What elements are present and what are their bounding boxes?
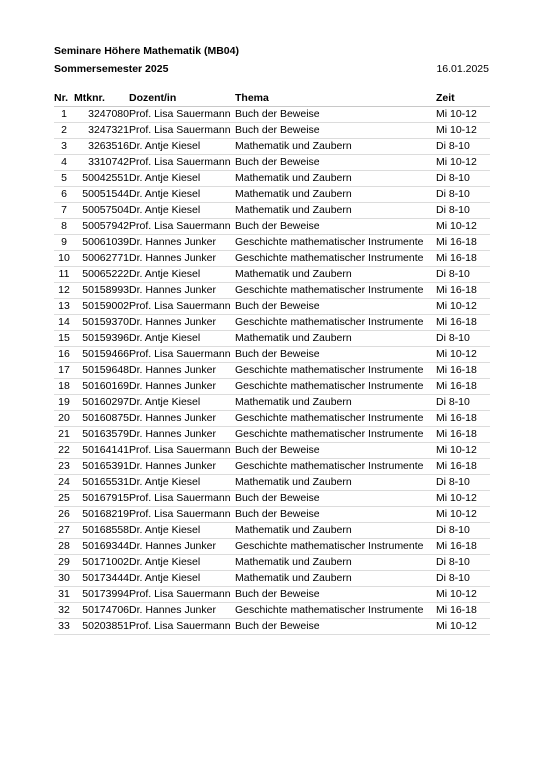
table-row xyxy=(54,187,490,203)
cell-zeit: Di 8-10 xyxy=(436,475,490,491)
cell-nr: 22 xyxy=(54,443,74,459)
cell-mtknr: 50173444 xyxy=(74,571,129,587)
table-row xyxy=(54,459,490,475)
cell-nr: 9 xyxy=(54,235,74,251)
column-header-mtknr: Mtknr. xyxy=(74,91,129,107)
table-row xyxy=(54,427,490,443)
cell-zeit: Di 8-10 xyxy=(436,395,490,411)
table-row xyxy=(54,155,490,171)
cell-mtknr: 50163579 xyxy=(74,427,129,443)
table-row xyxy=(54,283,490,299)
cell-mtknr: 50062771 xyxy=(74,251,129,267)
cell-zeit: Mi 10-12 xyxy=(436,443,490,459)
cell-thema: Mathematik und Zaubern xyxy=(235,203,436,219)
column-header-nr: Nr. xyxy=(54,91,74,107)
cell-mtknr: 50160875 xyxy=(74,411,129,427)
cell-thema: Buch der Beweise xyxy=(235,491,436,507)
cell-thema: Buch der Beweise xyxy=(235,619,436,635)
cell-dozent: Dr. Hannes Junker xyxy=(129,427,235,443)
cell-zeit: Mi 10-12 xyxy=(436,123,490,139)
cell-nr: 32 xyxy=(54,603,74,619)
cell-nr: 15 xyxy=(54,331,74,347)
cell-mtknr: 50169344 xyxy=(74,539,129,555)
cell-dozent: Dr. Antje Kiesel xyxy=(129,395,235,411)
table-row xyxy=(54,251,490,267)
table-row xyxy=(54,331,490,347)
cell-mtknr: 50171002 xyxy=(74,555,129,571)
table-row xyxy=(54,171,490,187)
cell-nr: 28 xyxy=(54,539,74,555)
cell-mtknr: 50159370 xyxy=(74,315,129,331)
cell-mtknr: 50042551 xyxy=(74,171,129,187)
cell-nr: 33 xyxy=(54,619,74,635)
cell-thema: Mathematik und Zaubern xyxy=(235,267,436,283)
cell-mtknr: 3247321 xyxy=(74,123,129,139)
cell-nr: 20 xyxy=(54,411,74,427)
table-row xyxy=(54,523,490,539)
cell-dozent: Prof. Lisa Sauermann xyxy=(129,619,235,635)
cell-thema: Mathematik und Zaubern xyxy=(235,331,436,347)
cell-mtknr: 50165391 xyxy=(74,459,129,475)
cell-mtknr: 50057942 xyxy=(74,219,129,235)
cell-zeit: Di 8-10 xyxy=(436,555,490,571)
cell-zeit: Di 8-10 xyxy=(436,203,490,219)
cell-dozent: Dr. Antje Kiesel xyxy=(129,571,235,587)
table-row xyxy=(54,619,490,635)
cell-thema: Buch der Beweise xyxy=(235,123,436,139)
cell-mtknr: 50159466 xyxy=(74,347,129,363)
cell-mtknr: 50158993 xyxy=(74,283,129,299)
table-row xyxy=(54,139,490,155)
cell-zeit: Mi 16-18 xyxy=(436,539,490,555)
cell-dozent: Dr. Hannes Junker xyxy=(129,283,235,299)
cell-zeit: Mi 10-12 xyxy=(436,107,490,123)
table-row xyxy=(54,235,490,251)
cell-nr: 27 xyxy=(54,523,74,539)
cell-nr: 6 xyxy=(54,187,74,203)
cell-mtknr: 50065222 xyxy=(74,267,129,283)
cell-zeit: Mi 16-18 xyxy=(436,235,490,251)
cell-nr: 11 xyxy=(54,267,74,283)
table-row xyxy=(54,603,490,619)
cell-dozent: Prof. Lisa Sauermann xyxy=(129,507,235,523)
cell-zeit: Mi 16-18 xyxy=(436,603,490,619)
document-date: 16.01.2025 xyxy=(436,63,489,75)
cell-nr: 18 xyxy=(54,379,74,395)
cell-mtknr: 50165531 xyxy=(74,475,129,491)
table-row xyxy=(54,443,490,459)
cell-nr: 23 xyxy=(54,459,74,475)
table-row xyxy=(54,491,490,507)
cell-zeit: Mi 16-18 xyxy=(436,411,490,427)
table-row xyxy=(54,299,490,315)
cell-mtknr: 50051544 xyxy=(74,187,129,203)
cell-thema: Geschichte mathematischer Instrumente xyxy=(235,427,436,443)
cell-thema: Buch der Beweise xyxy=(235,347,436,363)
cell-dozent: Dr. Antje Kiesel xyxy=(129,267,235,283)
cell-dozent: Dr. Hannes Junker xyxy=(129,539,235,555)
table-body xyxy=(54,107,490,635)
cell-nr: 30 xyxy=(54,571,74,587)
cell-dozent: Dr. Hannes Junker xyxy=(129,315,235,331)
cell-zeit: Di 8-10 xyxy=(436,187,490,203)
cell-dozent: Dr. Hannes Junker xyxy=(129,411,235,427)
semester-label: Sommersemester 2025 xyxy=(54,63,169,75)
cell-dozent: Dr. Antje Kiesel xyxy=(129,475,235,491)
cell-dozent: Prof. Lisa Sauermann xyxy=(129,123,235,139)
table-header xyxy=(54,91,490,107)
table-row xyxy=(54,571,490,587)
document-title: Seminare Höhere Mathematik (MB04) xyxy=(54,45,239,57)
cell-mtknr: 50159002 xyxy=(74,299,129,315)
cell-mtknr: 3310742 xyxy=(74,155,129,171)
cell-thema: Geschichte mathematischer Instrumente xyxy=(235,235,436,251)
cell-nr: 17 xyxy=(54,363,74,379)
cell-thema: Geschichte mathematischer Instrumente xyxy=(235,379,436,395)
cell-zeit: Mi 10-12 xyxy=(436,491,490,507)
cell-thema: Geschichte mathematischer Instrumente xyxy=(235,283,436,299)
cell-dozent: Prof. Lisa Sauermann xyxy=(129,155,235,171)
cell-zeit: Mi 16-18 xyxy=(436,379,490,395)
column-header-dozent: Dozent/in xyxy=(129,91,235,107)
cell-thema: Geschichte mathematischer Instrumente xyxy=(235,539,436,555)
cell-dozent: Prof. Lisa Sauermann xyxy=(129,219,235,235)
cell-mtknr: 50159396 xyxy=(74,331,129,347)
table-row xyxy=(54,107,490,123)
cell-dozent: Prof. Lisa Sauermann xyxy=(129,491,235,507)
cell-dozent: Dr. Antje Kiesel xyxy=(129,187,235,203)
cell-thema: Buch der Beweise xyxy=(235,107,436,123)
cell-nr: 2 xyxy=(54,123,74,139)
cell-zeit: Mi 16-18 xyxy=(436,251,490,267)
cell-nr: 14 xyxy=(54,315,74,331)
table-row xyxy=(54,587,490,603)
cell-thema: Mathematik und Zaubern xyxy=(235,139,436,155)
cell-thema: Buch der Beweise xyxy=(235,443,436,459)
cell-thema: Geschichte mathematischer Instrumente xyxy=(235,603,436,619)
column-header-thema: Thema xyxy=(235,91,436,107)
cell-nr: 25 xyxy=(54,491,74,507)
cell-mtknr: 50160169 xyxy=(74,379,129,395)
cell-nr: 13 xyxy=(54,299,74,315)
cell-nr: 16 xyxy=(54,347,74,363)
table-row xyxy=(54,507,490,523)
cell-nr: 1 xyxy=(54,107,74,123)
cell-zeit: Di 8-10 xyxy=(436,331,490,347)
cell-thema: Geschichte mathematischer Instrumente xyxy=(235,363,436,379)
cell-dozent: Dr. Hannes Junker xyxy=(129,251,235,267)
cell-mtknr: 50203851 xyxy=(74,619,129,635)
cell-nr: 8 xyxy=(54,219,74,235)
cell-dozent: Dr. Antje Kiesel xyxy=(129,523,235,539)
cell-thema: Mathematik und Zaubern xyxy=(235,475,436,491)
table-row xyxy=(54,539,490,555)
cell-nr: 10 xyxy=(54,251,74,267)
cell-dozent: Prof. Lisa Sauermann xyxy=(129,299,235,315)
cell-thema: Geschichte mathematischer Instrumente xyxy=(235,251,436,267)
table-row xyxy=(54,395,490,411)
cell-nr: 4 xyxy=(54,155,74,171)
cell-mtknr: 50173994 xyxy=(74,587,129,603)
table-row xyxy=(54,219,490,235)
cell-thema: Mathematik und Zaubern xyxy=(235,395,436,411)
cell-dozent: Prof. Lisa Sauermann xyxy=(129,347,235,363)
cell-mtknr: 50168219 xyxy=(74,507,129,523)
cell-thema: Buch der Beweise xyxy=(235,587,436,603)
cell-dozent: Dr. Hannes Junker xyxy=(129,379,235,395)
cell-dozent: Prof. Lisa Sauermann xyxy=(129,587,235,603)
cell-nr: 29 xyxy=(54,555,74,571)
cell-zeit: Di 8-10 xyxy=(436,523,490,539)
cell-nr: 12 xyxy=(54,283,74,299)
cell-zeit: Di 8-10 xyxy=(436,171,490,187)
cell-nr: 19 xyxy=(54,395,74,411)
cell-dozent: Prof. Lisa Sauermann xyxy=(129,443,235,459)
cell-thema: Mathematik und Zaubern xyxy=(235,187,436,203)
cell-zeit: Mi 10-12 xyxy=(436,347,490,363)
cell-dozent: Dr. Antje Kiesel xyxy=(129,139,235,155)
table-row xyxy=(54,315,490,331)
cell-mtknr: 3247080 xyxy=(74,107,129,123)
table-row xyxy=(54,123,490,139)
cell-dozent: Dr. Antje Kiesel xyxy=(129,331,235,347)
cell-nr: 24 xyxy=(54,475,74,491)
cell-zeit: Mi 10-12 xyxy=(436,155,490,171)
cell-dozent: Dr. Antje Kiesel xyxy=(129,171,235,187)
table-row xyxy=(54,267,490,283)
table-row xyxy=(54,555,490,571)
cell-zeit: Mi 16-18 xyxy=(436,283,490,299)
cell-dozent: Dr. Antje Kiesel xyxy=(129,203,235,219)
cell-mtknr: 50061039 xyxy=(74,235,129,251)
cell-dozent: Dr. Antje Kiesel xyxy=(129,555,235,571)
cell-zeit: Mi 16-18 xyxy=(436,315,490,331)
cell-zeit: Mi 16-18 xyxy=(436,459,490,475)
cell-nr: 7 xyxy=(54,203,74,219)
cell-mtknr: 50057504 xyxy=(74,203,129,219)
cell-thema: Buch der Beweise xyxy=(235,299,436,315)
cell-zeit: Mi 10-12 xyxy=(436,219,490,235)
cell-nr: 3 xyxy=(54,139,74,155)
table-row xyxy=(54,347,490,363)
cell-zeit: Mi 10-12 xyxy=(436,507,490,523)
table-row xyxy=(54,379,490,395)
cell-dozent: Dr. Hannes Junker xyxy=(129,235,235,251)
cell-zeit: Mi 16-18 xyxy=(436,363,490,379)
cell-zeit: Mi 10-12 xyxy=(436,619,490,635)
cell-nr: 21 xyxy=(54,427,74,443)
cell-mtknr: 50160297 xyxy=(74,395,129,411)
cell-mtknr: 50164141 xyxy=(74,443,129,459)
cell-thema: Geschichte mathematischer Instrumente xyxy=(235,459,436,475)
column-header-zeit: Zeit xyxy=(436,91,490,107)
cell-thema: Buch der Beweise xyxy=(235,155,436,171)
cell-mtknr: 3263516 xyxy=(74,139,129,155)
cell-zeit: Mi 10-12 xyxy=(436,299,490,315)
cell-zeit: Di 8-10 xyxy=(436,139,490,155)
cell-nr: 5 xyxy=(54,171,74,187)
cell-mtknr: 50159648 xyxy=(74,363,129,379)
cell-thema: Geschichte mathematischer Instrumente xyxy=(235,411,436,427)
table-row xyxy=(54,203,490,219)
cell-nr: 26 xyxy=(54,507,74,523)
cell-dozent: Dr. Hannes Junker xyxy=(129,363,235,379)
cell-dozent: Prof. Lisa Sauermann xyxy=(129,107,235,123)
cell-thema: Mathematik und Zaubern xyxy=(235,523,436,539)
cell-mtknr: 50174706 xyxy=(74,603,129,619)
cell-nr: 31 xyxy=(54,587,74,603)
cell-thema: Geschichte mathematischer Instrumente xyxy=(235,315,436,331)
cell-thema: Buch der Beweise xyxy=(235,507,436,523)
cell-zeit: Mi 10-12 xyxy=(436,587,490,603)
seminar-table xyxy=(54,91,490,635)
cell-dozent: Dr. Hannes Junker xyxy=(129,459,235,475)
cell-zeit: Di 8-10 xyxy=(436,571,490,587)
cell-thema: Buch der Beweise xyxy=(235,219,436,235)
cell-zeit: Di 8-10 xyxy=(436,267,490,283)
table-header-row xyxy=(54,91,490,107)
table-row xyxy=(54,411,490,427)
cell-dozent: Dr. Hannes Junker xyxy=(129,603,235,619)
cell-mtknr: 50167915 xyxy=(74,491,129,507)
cell-thema: Mathematik und Zaubern xyxy=(235,571,436,587)
table-row xyxy=(54,475,490,491)
cell-zeit: Mi 16-18 xyxy=(436,427,490,443)
cell-mtknr: 50168558 xyxy=(74,523,129,539)
table-row xyxy=(54,363,490,379)
cell-thema: Mathematik und Zaubern xyxy=(235,555,436,571)
cell-thema: Mathematik und Zaubern xyxy=(235,171,436,187)
